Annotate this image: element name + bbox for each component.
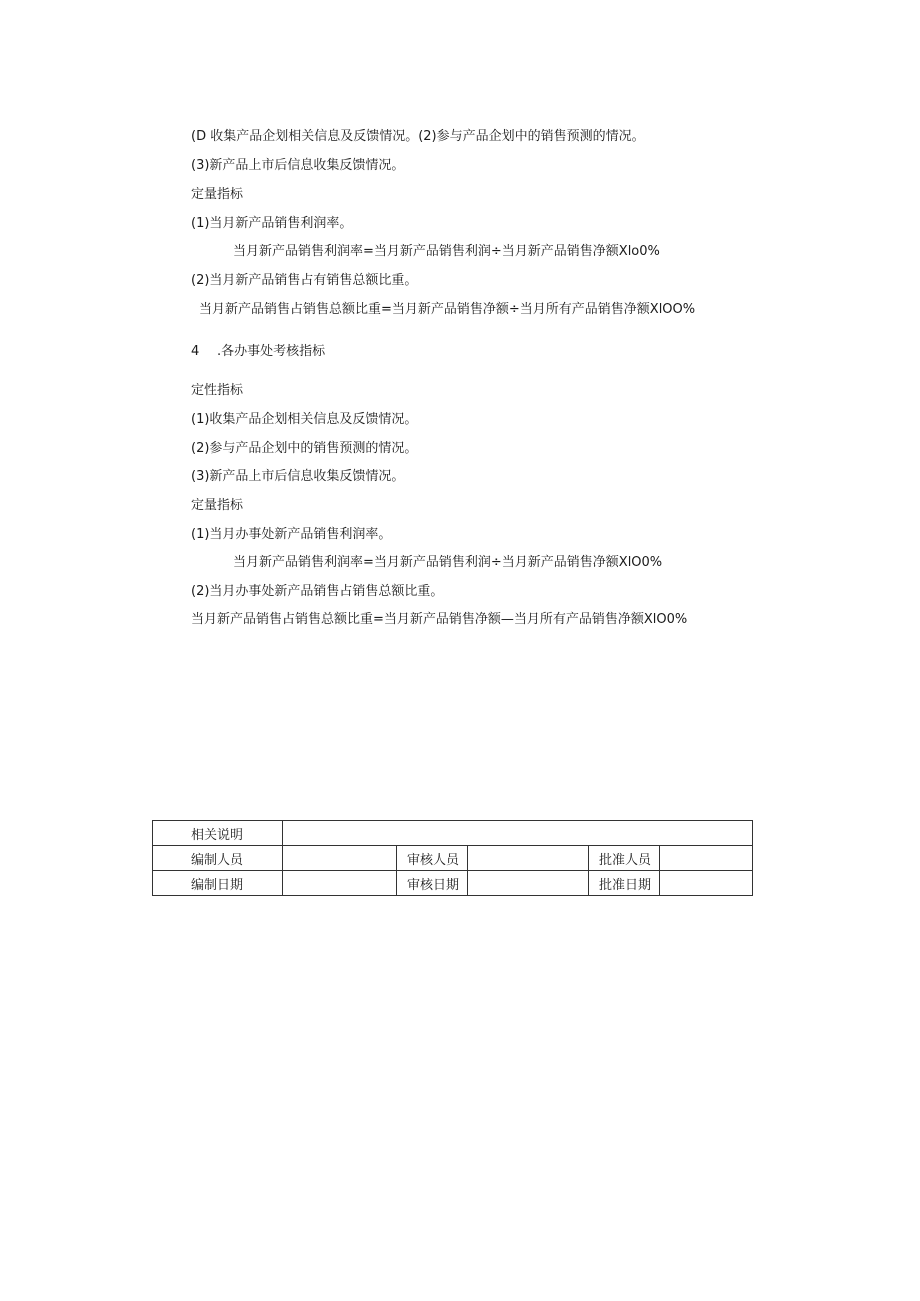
formula-profit-rate-1: 当月新产品销售利润率=当月新产品销售利润÷当月新产品销售净额Xlo0% [233, 244, 660, 259]
section-number: 4 [191, 344, 200, 359]
text-line-office-quantitative-2: (2)当月办事处新产品销售占销售总额比重。 [191, 584, 444, 599]
text-line-quantitative-1: (1)当月新产品销售利润率。 [191, 216, 353, 231]
reviewer-field[interactable] [468, 846, 589, 871]
heading-quantitative-2: 定量指标 [191, 498, 244, 513]
review-date-label: 审核日期 [397, 871, 468, 896]
formula-profit-rate-2: 当月新产品销售利润率=当月新产品销售利润÷当月新产品销售净额XlO0% [233, 555, 663, 570]
formula-share-ratio-2: 当月新产品销售占销售总额比重=当月新产品销售净额—当月所有产品销售净额XlO0% [191, 612, 688, 627]
compiler-label: 编制人员 [153, 846, 283, 871]
approve-date-label: 批准日期 [589, 871, 660, 896]
formula-share-ratio-1: 当月新产品销售占销售总额比重=当月新产品销售净额÷当月所有产品销售净额XlOO% [199, 302, 696, 317]
related-notes-field[interactable] [283, 821, 753, 846]
heading-qualitative-2: 定性指标 [191, 383, 244, 398]
section-heading-offices [191, 343, 325, 361]
table-row-personnel [153, 846, 753, 871]
text-line-office-qualitative-2: (2)参与产品企划中的销售预测的情况。 [191, 441, 418, 456]
text-line-qualitative-3: (3)新产品上市后信息收集反馈情况。 [191, 158, 405, 173]
table-row-notes [153, 821, 753, 846]
heading-quantitative-1: 定量指标 [191, 187, 244, 202]
compiler-field[interactable] [283, 846, 397, 871]
approver-label: 批准人员 [589, 846, 660, 871]
text-line-office-quantitative-1: (1)当月办事处新产品销售利润率。 [191, 527, 392, 542]
compile-date-label: 编制日期 [153, 871, 283, 896]
reviewer-label: 审核人员 [397, 846, 468, 871]
approver-field[interactable] [660, 846, 753, 871]
approval-table [152, 820, 753, 896]
table-row-dates [153, 871, 753, 896]
text-line-office-qualitative-1: (1)收集产品企划相关信息及反馈情况。 [191, 412, 418, 427]
text-line-quantitative-2: (2)当月新产品销售占有销售总额比重。 [191, 273, 418, 288]
review-date-field[interactable] [468, 871, 589, 896]
compile-date-field[interactable] [283, 871, 397, 896]
text-line-qualitative-1-2: (D 收集产品企划相关信息及反馈情况。(2)参与产品企划中的销售预测的情况。 [191, 129, 645, 144]
approve-date-field[interactable] [660, 871, 753, 896]
related-notes-label: 相关说明 [153, 821, 283, 846]
text-line-office-qualitative-3: (3)新产品上市后信息收集反馈情况。 [191, 469, 405, 484]
section-title: .各办事处考核指标 [217, 344, 326, 359]
